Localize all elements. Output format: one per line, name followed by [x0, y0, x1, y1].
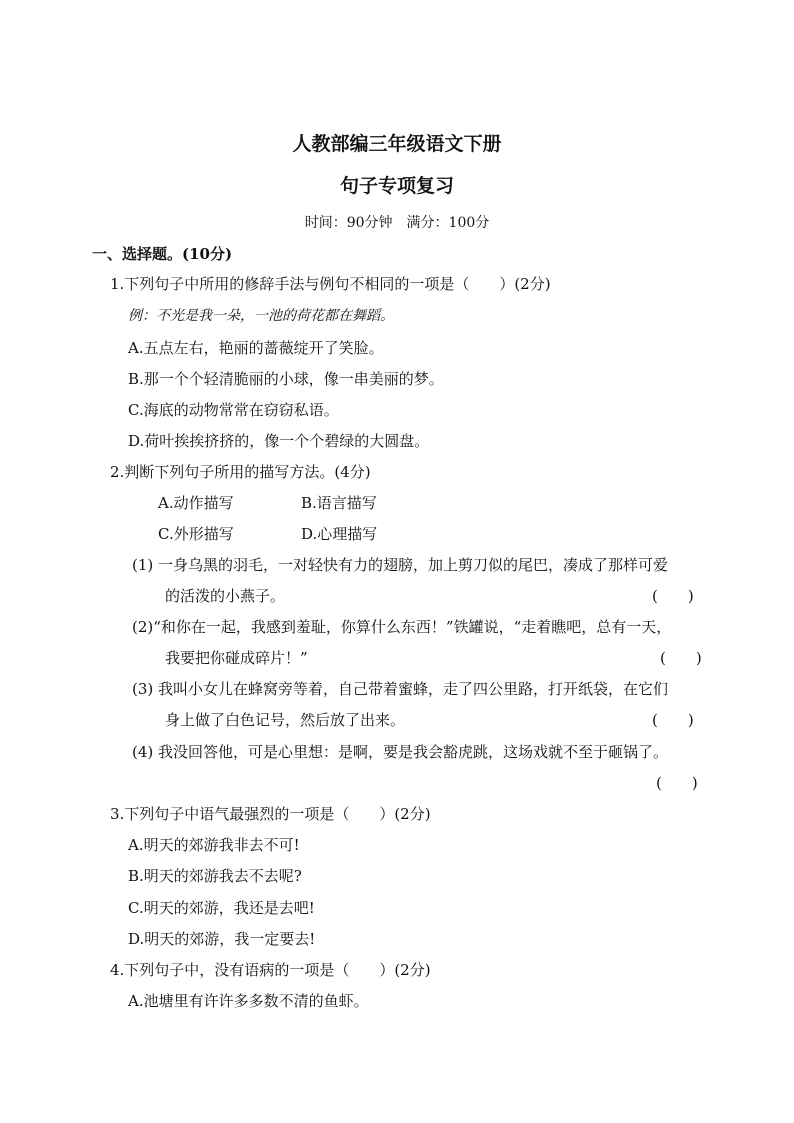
question-3-option-b: B.明天的郊游我去不去呢?: [128, 867, 302, 885]
question-1-option-a: A.五点左右，艳丽的蔷薇绽开了笑脸。: [128, 339, 384, 357]
document-title: 人教部编三年级语文下册: [292, 133, 502, 155]
question-2-item-4-line-1: (4) 我没回答他，可是心里想：是啊，要是我会豁虎跳，这场戏就不至于砸锅了。: [132, 743, 669, 761]
question-2-item-3-line-2: 身上做了白色记号，然后放了出来。: [165, 711, 406, 729]
question-2-choice-a: A.动作描写: [158, 494, 234, 512]
question-2-item-2-line-1: (2)“和你在一起，我感到羞耻，你算什么东西！”铁罐说，“走着瞧吧，总有一天，: [132, 618, 672, 636]
question-1-example: 例：不光是我一朵，一池的荷花都在舞蹈。: [128, 308, 394, 324]
question-2-item-1-line-2: 的活泼的小燕子。: [165, 587, 286, 605]
document-subtitle: 句子专项复习: [339, 175, 454, 197]
question-1-option-b: B.那一个个轻清脆丽的小球，像一串美丽的梦。: [128, 370, 444, 388]
question-2-item-1-line-1: (1) 一身乌黑的羽毛，一对轻快有力的翅膀，加上剪刀似的尾巴，凑成了那样可爱: [132, 556, 669, 574]
question-1-stem: 1.下列句子中所用的修辞手法与例句不相同的一项是（ ）(2分): [110, 275, 551, 293]
question-4-option-a: A.池塘里有许许多多数不清的鱼虾。: [128, 992, 369, 1010]
question-1-option-c: C.海底的动物常常在窃窃私语。: [128, 401, 339, 419]
question-4-stem: 4.下列句子中，没有语病的一项是（ ）(2分): [110, 961, 431, 979]
question-2-choice-c: C.外形描写: [158, 525, 234, 543]
question-2-item-1-answer-blank[interactable]: ( ): [652, 587, 694, 605]
question-3-option-a: A.明天的郊游我非去不可!: [128, 836, 300, 854]
section-heading: 一、选择题。(10分): [92, 245, 233, 263]
question-2-stem: 2.判断下列句子所用的描写方法。(4分): [110, 463, 371, 481]
question-2-item-2-answer-blank[interactable]: ( ): [660, 649, 702, 667]
question-2-item-3-line-1: (3) 我叫小女儿在蜂窝旁等着，自己带着蜜蜂，走了四公里路，打开纸袋，在它们: [132, 680, 669, 698]
question-2-choice-b: B.语言描写: [301, 494, 377, 512]
question-2-item-2-line-2: 我要把你碰成碎片！”: [165, 649, 308, 667]
question-2-choice-d: D.心理描写: [301, 525, 378, 543]
question-2-item-3-answer-blank[interactable]: ( ): [652, 711, 694, 729]
exam-meta: 时间：90分钟 满分：100分: [304, 215, 490, 231]
question-3-option-c: C.明天的郊游，我还是去吧!: [128, 899, 315, 917]
question-3-stem: 3.下列句子中语气最强烈的一项是（ ）(2分): [110, 805, 431, 823]
question-1-option-d: D.荷叶挨挨挤挤的，像一个个碧绿的大圆盘。: [128, 432, 430, 450]
question-2-item-4-answer-blank[interactable]: ( ): [656, 774, 698, 792]
question-3-option-d: D.明天的郊游，我一定要去!: [128, 930, 316, 948]
